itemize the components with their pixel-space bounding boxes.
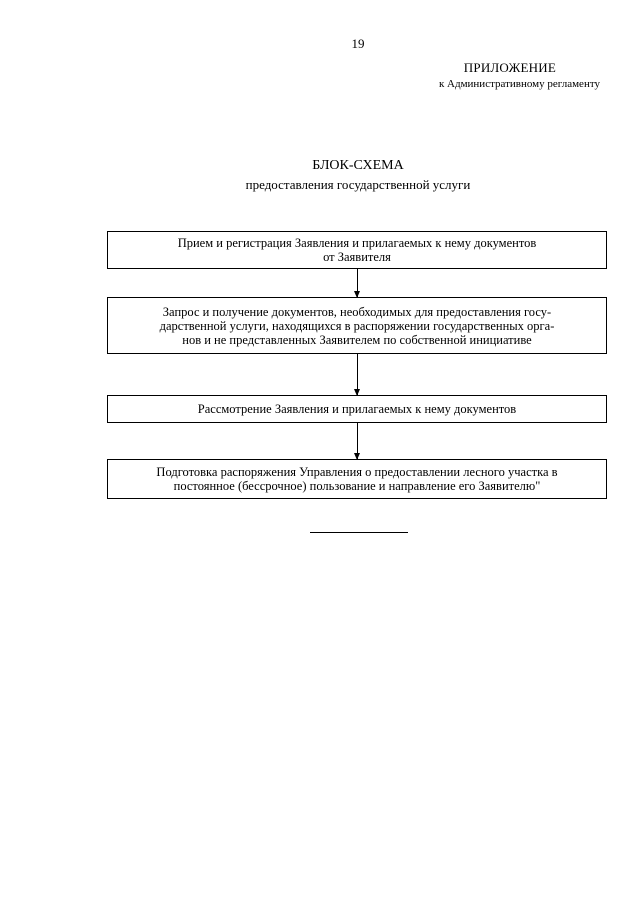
flow-step-document-request [107, 297, 607, 354]
page-number: 19 [351, 36, 365, 51]
end-divider [310, 532, 408, 533]
flow-step-text-line: Запрос и получение документов, необходимых для предоставления госу- [162, 304, 552, 319]
flow-arrow-down-icon [357, 269, 358, 297]
flow-arrow-down-icon [357, 354, 358, 395]
flow-step-order-preparation [107, 459, 607, 499]
flow-step-text-line: Прием и регистрация Заявления и прилагаемых к нему документов [177, 236, 537, 250]
flow-step-text-line: постоянное (бессрочное) пользование и направление его Заявителю" [173, 479, 541, 493]
flow-step-text-line: нов и не представленных Заявителем по собственной инициативе [182, 332, 532, 347]
flow-step-registration [107, 231, 607, 269]
diagram-title: БЛОК-СХЕМА [312, 158, 404, 173]
flow-step-text-line: дарственной услуги, находящихся в распоряжении государственных орга- [159, 318, 555, 333]
appendix-title: ПРИЛОЖЕНИЕ [463, 60, 556, 75]
appendix-subtitle: к Административному регламенту [438, 78, 600, 90]
flow-arrow-down-icon [357, 423, 358, 459]
flow-step-text-line: Подготовка распоряжения Управления о предоставлении лесного участка в [156, 465, 558, 479]
flow-step-text-line: от Заявителя [323, 250, 391, 264]
diagram-subtitle: предоставления государственной услуги [245, 177, 471, 192]
flow-step-text-line: Рассмотрение Заявления и прилагаемых к нему документов [197, 402, 517, 416]
flow-step-review [107, 395, 607, 423]
